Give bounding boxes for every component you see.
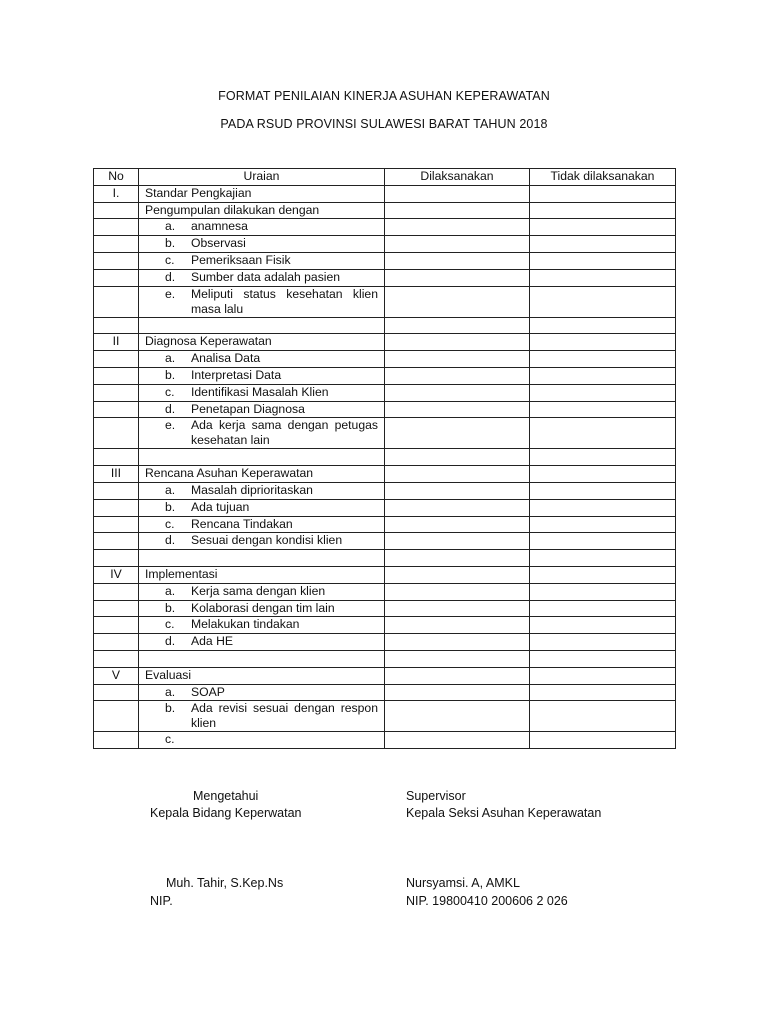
list-item bbox=[145, 402, 378, 417]
sig-right-line1: Supervisor bbox=[406, 789, 466, 803]
cell-uraian bbox=[139, 367, 385, 384]
table-row bbox=[94, 269, 676, 286]
list-item bbox=[145, 287, 378, 317]
cell-uraian bbox=[139, 583, 385, 600]
item-text bbox=[191, 732, 378, 747]
cell-tidak-dilaksanakan[interactable] bbox=[530, 516, 676, 533]
item-text: Pemeriksaan Fisik bbox=[191, 252, 291, 267]
list-item bbox=[145, 351, 378, 366]
cell-uraian bbox=[139, 219, 385, 236]
list-item bbox=[145, 270, 378, 285]
table-row bbox=[94, 367, 676, 384]
cell-tidak-dilaksanakan[interactable] bbox=[530, 650, 676, 667]
cell-uraian bbox=[139, 516, 385, 533]
document-title: FORMAT PENILAIAN KINERJA ASUHAN KEPERAWATAN bbox=[218, 89, 550, 103]
item-text: Sesuai dengan kondisi klien bbox=[191, 533, 343, 548]
cell-tidak-dilaksanakan[interactable] bbox=[530, 367, 676, 384]
cell-no bbox=[94, 499, 139, 516]
item-letter: c. bbox=[165, 252, 175, 267]
table-row bbox=[94, 219, 676, 236]
cell-tidak-dilaksanakan[interactable] bbox=[530, 334, 676, 351]
item-letter: e. bbox=[165, 286, 176, 301]
cell-uraian bbox=[139, 499, 385, 516]
item-letter: b. bbox=[165, 499, 176, 514]
cell-tidak-dilaksanakan[interactable] bbox=[530, 550, 676, 567]
cell-uraian bbox=[139, 351, 385, 368]
sig-right-nip: NIP. 19800410 200606 2 026 bbox=[406, 894, 568, 908]
table-row bbox=[94, 236, 676, 253]
table-row bbox=[94, 418, 676, 449]
cell-dilaksanakan[interactable] bbox=[385, 701, 530, 732]
table-row bbox=[94, 482, 676, 499]
cell-no: III bbox=[94, 466, 139, 483]
column-header-dilaksanakan: Dilaksanakan bbox=[385, 169, 530, 186]
list-item bbox=[145, 601, 378, 616]
cell-dilaksanakan[interactable] bbox=[385, 466, 530, 483]
item-letter: c. bbox=[165, 617, 175, 632]
list-item bbox=[145, 617, 378, 632]
list-item bbox=[145, 533, 378, 548]
cell-uraian: Diagnosa Keperawatan bbox=[139, 334, 385, 351]
cell-dilaksanakan[interactable] bbox=[385, 550, 530, 567]
list-item bbox=[145, 253, 378, 268]
cell-no: IV bbox=[94, 566, 139, 583]
spacer-row bbox=[94, 449, 676, 466]
cell-dilaksanakan[interactable] bbox=[385, 583, 530, 600]
table-row bbox=[94, 583, 676, 600]
item-letter: c. bbox=[165, 732, 175, 747]
table-row bbox=[94, 499, 676, 516]
cell-dilaksanakan[interactable] bbox=[385, 516, 530, 533]
section-heading-row bbox=[94, 466, 676, 483]
cell-uraian bbox=[139, 732, 385, 749]
column-header-tidak-dilaksanakan: Tidak dilaksanakan bbox=[530, 169, 676, 186]
cell-no bbox=[94, 351, 139, 368]
cell-dilaksanakan[interactable] bbox=[385, 317, 530, 334]
cell-dilaksanakan[interactable] bbox=[385, 384, 530, 401]
table-row bbox=[94, 351, 676, 368]
cell-tidak-dilaksanakan[interactable] bbox=[530, 317, 676, 334]
cell-tidak-dilaksanakan[interactable] bbox=[530, 466, 676, 483]
cell-dilaksanakan[interactable] bbox=[385, 667, 530, 684]
cell-uraian bbox=[139, 533, 385, 550]
cell-no bbox=[94, 617, 139, 634]
cell-uraian bbox=[139, 482, 385, 499]
list-item bbox=[145, 236, 378, 251]
cell-uraian bbox=[139, 252, 385, 269]
section-heading-row bbox=[94, 185, 676, 202]
item-text: Observasi bbox=[191, 236, 246, 251]
table-header-row bbox=[94, 169, 676, 186]
cell-uraian bbox=[139, 236, 385, 253]
item-letter: d. bbox=[165, 533, 176, 548]
item-text: anamnesa bbox=[191, 219, 248, 234]
cell-no bbox=[94, 384, 139, 401]
item-letter: a. bbox=[165, 482, 176, 497]
cell-tidak-dilaksanakan[interactable] bbox=[530, 701, 676, 732]
cell-tidak-dilaksanakan[interactable] bbox=[530, 617, 676, 634]
table-row bbox=[94, 286, 676, 317]
cell-uraian bbox=[139, 550, 385, 567]
cell-tidak-dilaksanakan[interactable] bbox=[530, 418, 676, 449]
cell-uraian bbox=[139, 418, 385, 449]
cell-tidak-dilaksanakan[interactable] bbox=[530, 600, 676, 617]
list-item bbox=[145, 368, 378, 383]
section-subheading-row bbox=[94, 202, 676, 219]
cell-uraian bbox=[139, 401, 385, 418]
cell-dilaksanakan[interactable] bbox=[385, 533, 530, 550]
cell-dilaksanakan[interactable] bbox=[385, 269, 530, 286]
list-item bbox=[145, 701, 378, 731]
cell-dilaksanakan[interactable] bbox=[385, 684, 530, 701]
item-text: Kerja sama dengan klien bbox=[191, 583, 326, 598]
item-letter: a. bbox=[165, 351, 176, 366]
cell-dilaksanakan[interactable] bbox=[385, 219, 530, 236]
cell-uraian bbox=[139, 684, 385, 701]
item-letter: d. bbox=[165, 634, 176, 649]
item-text: Ada HE bbox=[191, 634, 234, 649]
table-row bbox=[94, 701, 676, 732]
cell-uraian bbox=[139, 600, 385, 617]
cell-dilaksanakan[interactable] bbox=[385, 650, 530, 667]
list-item bbox=[145, 483, 378, 498]
cell-tidak-dilaksanakan[interactable] bbox=[530, 482, 676, 499]
cell-uraian bbox=[139, 286, 385, 317]
cell-dilaksanakan[interactable] bbox=[385, 617, 530, 634]
cell-no bbox=[94, 202, 139, 219]
cell-no bbox=[94, 482, 139, 499]
cell-no bbox=[94, 286, 139, 317]
item-letter: c. bbox=[165, 516, 175, 531]
cell-no bbox=[94, 634, 139, 651]
cell-dilaksanakan[interactable] bbox=[385, 367, 530, 384]
cell-tidak-dilaksanakan[interactable] bbox=[530, 219, 676, 236]
item-letter: d. bbox=[165, 401, 176, 416]
cell-no bbox=[94, 367, 139, 384]
cell-dilaksanakan[interactable] bbox=[385, 334, 530, 351]
table-row bbox=[94, 684, 676, 701]
cell-tidak-dilaksanakan[interactable] bbox=[530, 449, 676, 466]
item-letter: b. bbox=[165, 236, 176, 251]
cell-tidak-dilaksanakan[interactable] bbox=[530, 533, 676, 550]
cell-dilaksanakan[interactable] bbox=[385, 600, 530, 617]
cell-uraian bbox=[139, 617, 385, 634]
item-text: Sumber data adalah pasien bbox=[191, 269, 341, 284]
cell-no bbox=[94, 732, 139, 749]
cell-no bbox=[94, 600, 139, 617]
cell-no bbox=[94, 252, 139, 269]
item-text: Melakukan tindakan bbox=[191, 617, 300, 632]
spacer-row bbox=[94, 650, 676, 667]
sig-left-line2: Kepala Bidang Keperwatan bbox=[150, 806, 302, 820]
assessment-table bbox=[93, 168, 676, 749]
item-letter: a. bbox=[165, 219, 176, 234]
cell-no bbox=[94, 533, 139, 550]
cell-no: V bbox=[94, 667, 139, 684]
item-letter: b. bbox=[165, 600, 176, 615]
item-text: Ada kerja sama dengan petugas kesehatan lain bbox=[191, 418, 378, 448]
sig-left-nip: NIP. bbox=[150, 894, 173, 908]
column-header-no: No bbox=[94, 169, 139, 186]
table-row bbox=[94, 384, 676, 401]
cell-dilaksanakan[interactable] bbox=[385, 185, 530, 202]
cell-uraian: Pengumpulan dilakukan dengan bbox=[139, 202, 385, 219]
table-row bbox=[94, 634, 676, 651]
cell-tidak-dilaksanakan[interactable] bbox=[530, 384, 676, 401]
cell-no bbox=[94, 550, 139, 567]
cell-dilaksanakan[interactable] bbox=[385, 634, 530, 651]
list-item bbox=[145, 418, 378, 448]
item-letter: b. bbox=[165, 701, 176, 716]
list-item bbox=[145, 500, 378, 515]
cell-uraian bbox=[139, 701, 385, 732]
cell-no bbox=[94, 684, 139, 701]
cell-uraian: Rencana Asuhan Keperawatan bbox=[139, 466, 385, 483]
sig-left-line1: Mengetahui bbox=[193, 789, 259, 803]
cell-dilaksanakan[interactable] bbox=[385, 418, 530, 449]
table-row bbox=[94, 617, 676, 634]
table-row bbox=[94, 252, 676, 269]
document-subtitle: PADA RSUD PROVINSI SULAWESI BARAT TAHUN 2018 bbox=[220, 117, 548, 131]
item-text: Ada revisi sesuai dengan respon klien bbox=[191, 701, 378, 731]
cell-no bbox=[94, 418, 139, 449]
table-row bbox=[94, 600, 676, 617]
cell-tidak-dilaksanakan[interactable] bbox=[530, 236, 676, 253]
item-text: Meliputi status kesehatan klien masa lalu bbox=[191, 286, 378, 316]
cell-no bbox=[94, 583, 139, 600]
cell-no bbox=[94, 219, 139, 236]
item-letter: e. bbox=[165, 418, 176, 433]
section-heading-row bbox=[94, 667, 676, 684]
cell-dilaksanakan[interactable] bbox=[385, 401, 530, 418]
item-text: Masalah diprioritaskan bbox=[191, 482, 313, 497]
item-letter: a. bbox=[165, 684, 176, 699]
cell-dilaksanakan[interactable] bbox=[385, 449, 530, 466]
cell-dilaksanakan[interactable] bbox=[385, 732, 530, 749]
table-row bbox=[94, 533, 676, 550]
table-row bbox=[94, 516, 676, 533]
item-letter: d. bbox=[165, 269, 176, 284]
cell-no bbox=[94, 516, 139, 533]
cell-uraian bbox=[139, 317, 385, 334]
table-row bbox=[94, 732, 676, 749]
spacer-row bbox=[94, 317, 676, 334]
item-text: Identifikasi Masalah Klien bbox=[191, 384, 329, 399]
cell-tidak-dilaksanakan[interactable] bbox=[530, 185, 676, 202]
cell-dilaksanakan[interactable] bbox=[385, 482, 530, 499]
cell-no bbox=[94, 269, 139, 286]
cell-tidak-dilaksanakan[interactable] bbox=[530, 286, 676, 317]
item-text: Rencana Tindakan bbox=[191, 516, 293, 531]
cell-tidak-dilaksanakan[interactable] bbox=[530, 269, 676, 286]
item-text: SOAP bbox=[191, 684, 225, 699]
cell-tidak-dilaksanakan[interactable] bbox=[530, 499, 676, 516]
item-text: Interpretasi Data bbox=[191, 367, 282, 382]
cell-no bbox=[94, 449, 139, 466]
section-heading-row bbox=[94, 334, 676, 351]
cell-uraian bbox=[139, 634, 385, 651]
cell-no bbox=[94, 317, 139, 334]
cell-uraian: Implementasi bbox=[139, 566, 385, 583]
cell-dilaksanakan[interactable] bbox=[385, 351, 530, 368]
table-row bbox=[94, 401, 676, 418]
cell-no: I. bbox=[94, 185, 139, 202]
cell-tidak-dilaksanakan[interactable] bbox=[530, 566, 676, 583]
cell-uraian: Evaluasi bbox=[139, 667, 385, 684]
list-item bbox=[145, 634, 378, 649]
cell-dilaksanakan[interactable] bbox=[385, 286, 530, 317]
cell-dilaksanakan[interactable] bbox=[385, 202, 530, 219]
sig-right-name: Nursyamsi. A, AMKL bbox=[406, 876, 520, 890]
cell-tidak-dilaksanakan[interactable] bbox=[530, 732, 676, 749]
list-item bbox=[145, 219, 378, 234]
item-letter: c. bbox=[165, 384, 175, 399]
cell-uraian bbox=[139, 650, 385, 667]
spacer-row bbox=[94, 550, 676, 567]
cell-no bbox=[94, 701, 139, 732]
cell-tidak-dilaksanakan[interactable] bbox=[530, 252, 676, 269]
cell-dilaksanakan[interactable] bbox=[385, 566, 530, 583]
item-text: Kolaborasi dengan tim lain bbox=[191, 600, 335, 615]
item-text: Ada tujuan bbox=[191, 499, 250, 514]
cell-no bbox=[94, 236, 139, 253]
list-item bbox=[145, 517, 378, 532]
cell-no bbox=[94, 401, 139, 418]
sig-left-name: Muh. Tahir, S.Kep.Ns bbox=[166, 876, 284, 890]
cell-uraian: Standar Pengkajian bbox=[139, 185, 385, 202]
cell-tidak-dilaksanakan[interactable] bbox=[530, 583, 676, 600]
cell-no bbox=[94, 650, 139, 667]
cell-tidak-dilaksanakan[interactable] bbox=[530, 634, 676, 651]
item-letter: b. bbox=[165, 367, 176, 382]
list-item bbox=[145, 732, 378, 747]
list-item bbox=[145, 385, 378, 400]
list-item bbox=[145, 685, 378, 700]
cell-no: II bbox=[94, 334, 139, 351]
cell-tidak-dilaksanakan[interactable] bbox=[530, 401, 676, 418]
cell-tidak-dilaksanakan[interactable] bbox=[530, 667, 676, 684]
cell-dilaksanakan[interactable] bbox=[385, 236, 530, 253]
list-item bbox=[145, 584, 378, 599]
item-letter: a. bbox=[165, 583, 176, 598]
cell-dilaksanakan[interactable] bbox=[385, 499, 530, 516]
item-text: Analisa Data bbox=[191, 351, 261, 366]
cell-dilaksanakan[interactable] bbox=[385, 252, 530, 269]
cell-tidak-dilaksanakan[interactable] bbox=[530, 684, 676, 701]
table-body bbox=[94, 185, 676, 748]
cell-tidak-dilaksanakan[interactable] bbox=[530, 202, 676, 219]
cell-tidak-dilaksanakan[interactable] bbox=[530, 351, 676, 368]
column-header-uraian: Uraian bbox=[139, 169, 385, 186]
cell-uraian bbox=[139, 449, 385, 466]
section-heading-row bbox=[94, 566, 676, 583]
sig-right-line2: Kepala Seksi Asuhan Keperawatan bbox=[406, 806, 602, 820]
item-text: Penetapan Diagnosa bbox=[191, 401, 305, 416]
cell-uraian bbox=[139, 384, 385, 401]
cell-uraian bbox=[139, 269, 385, 286]
